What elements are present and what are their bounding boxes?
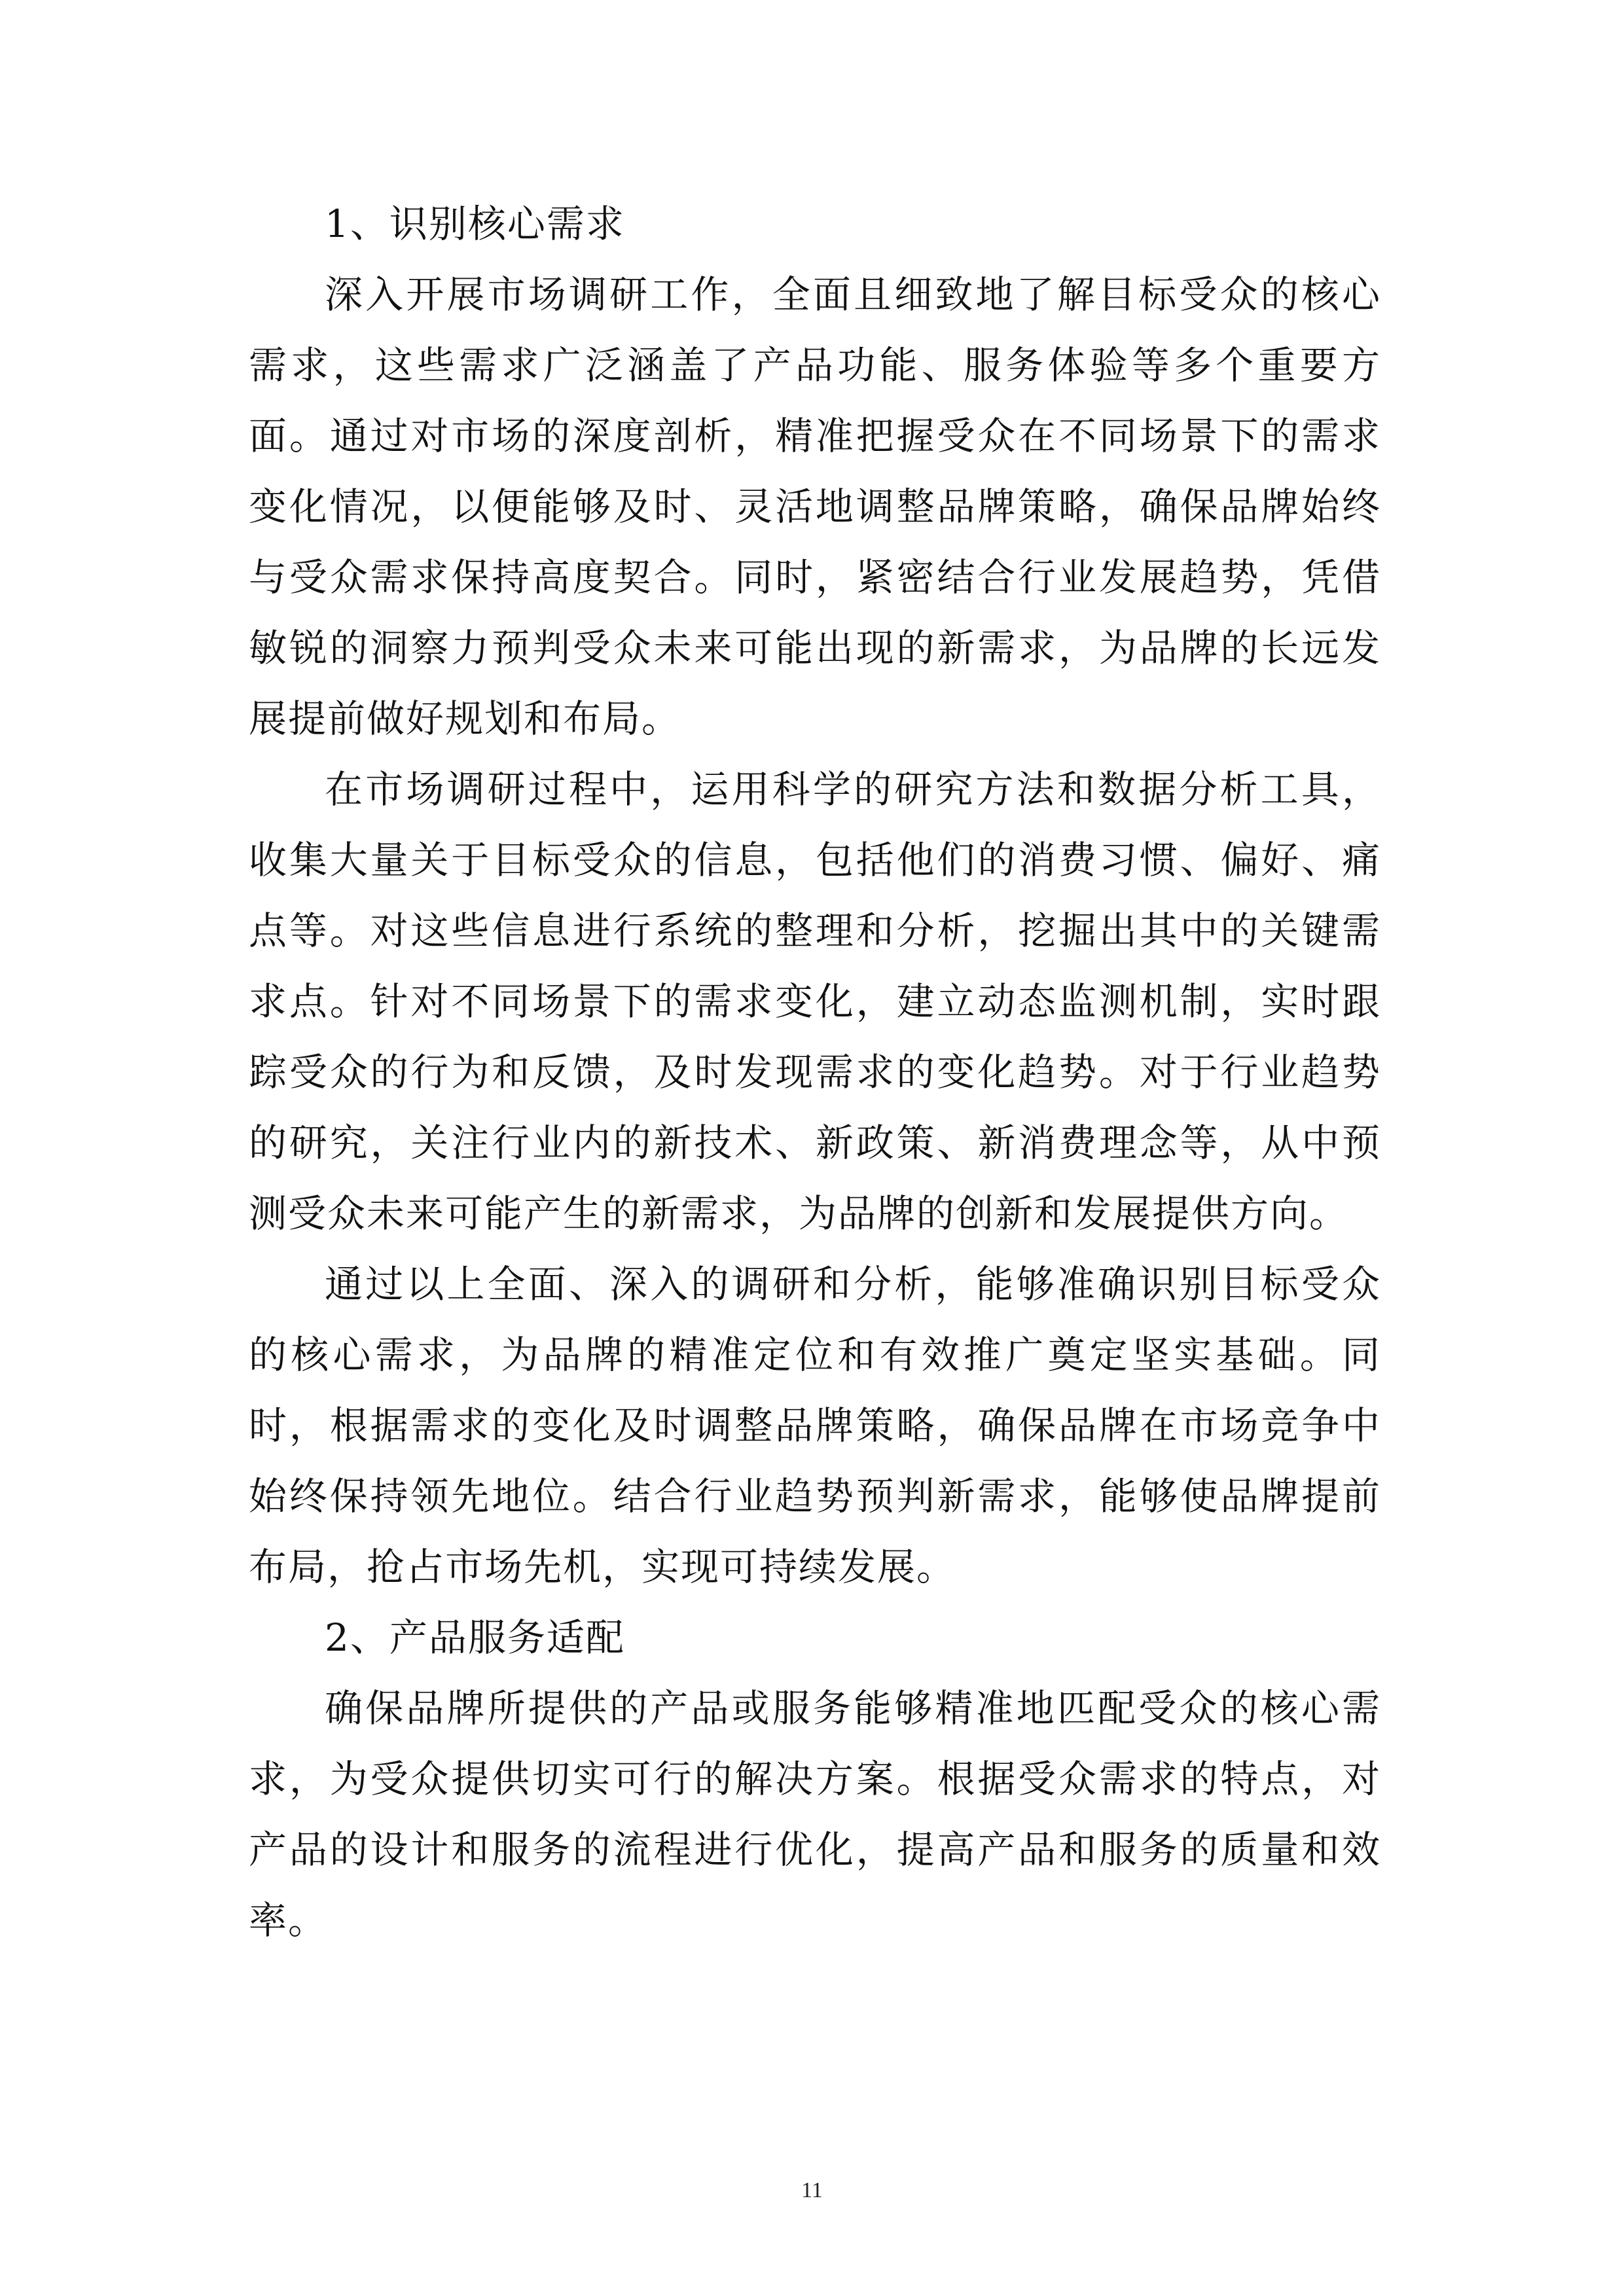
document-body — [249, 188, 1381, 1956]
paragraph: 在市场调研过程中，运用科学的研究方法和数据分析工具，收集大量关于目标受众的信息，包括他们的消费习惯、偏好、痛点等。对这些信息进行系统的整理和分析，挖掘出其中的关键需求点。针对不同场景下的需求变化，建立动态监测机制，实时跟踪受众的行为和反馈，及时发现需求的变化趋势。对于行业趋势的研究，关注行业内的新技术、新政策、新消费理念等，从中预测受众未来可能产生的新需求，为品牌的创新和发展提供方向。 — [249, 767, 1381, 1236]
paragraph: 深入开展市场调研工作，全面且细致地了解目标受众的核心需求，这些需求广泛涵盖了产品功能、服务体验等多个重要方面。通过对市场的深度剖析，精准把握受众在不同场景下的需求变化情况，以便能够及时、灵活地调整品牌策略，确保品牌始终与受众需求保持高度契合。同时，紧密结合行业发展趋势，凭借敏锐的洞察力预判受众未来可能出现的新需求，为品牌的长远发展提前做好规划和布局。 — [249, 272, 1381, 741]
section-heading: 1、识别核心需求 — [325, 202, 625, 246]
paragraph: 通过以上全面、深入的调研和分析，能够准确识别目标受众的核心需求，为品牌的精准定位和有效推广奠定坚实基础。同时，根据需求的变化及时调整品牌策略，确保品牌在市场竞争中始终保持领先地位。结合行业趋势预判新需求，能够使品牌提前布局，抢占市场先机，实现可持续发展。 — [249, 1262, 1381, 1589]
section-heading: 2、产品服务适配 — [325, 1615, 625, 1660]
page-number: 11 — [801, 2178, 823, 2202]
paragraph: 确保品牌所提供的产品或服务能够精准地匹配受众的核心需求，为受众提供切实可行的解决方案。根据受众需求的特点，对产品的设计和服务的流程进行优化，提高产品和服务的质量和效率。 — [249, 1686, 1381, 1943]
